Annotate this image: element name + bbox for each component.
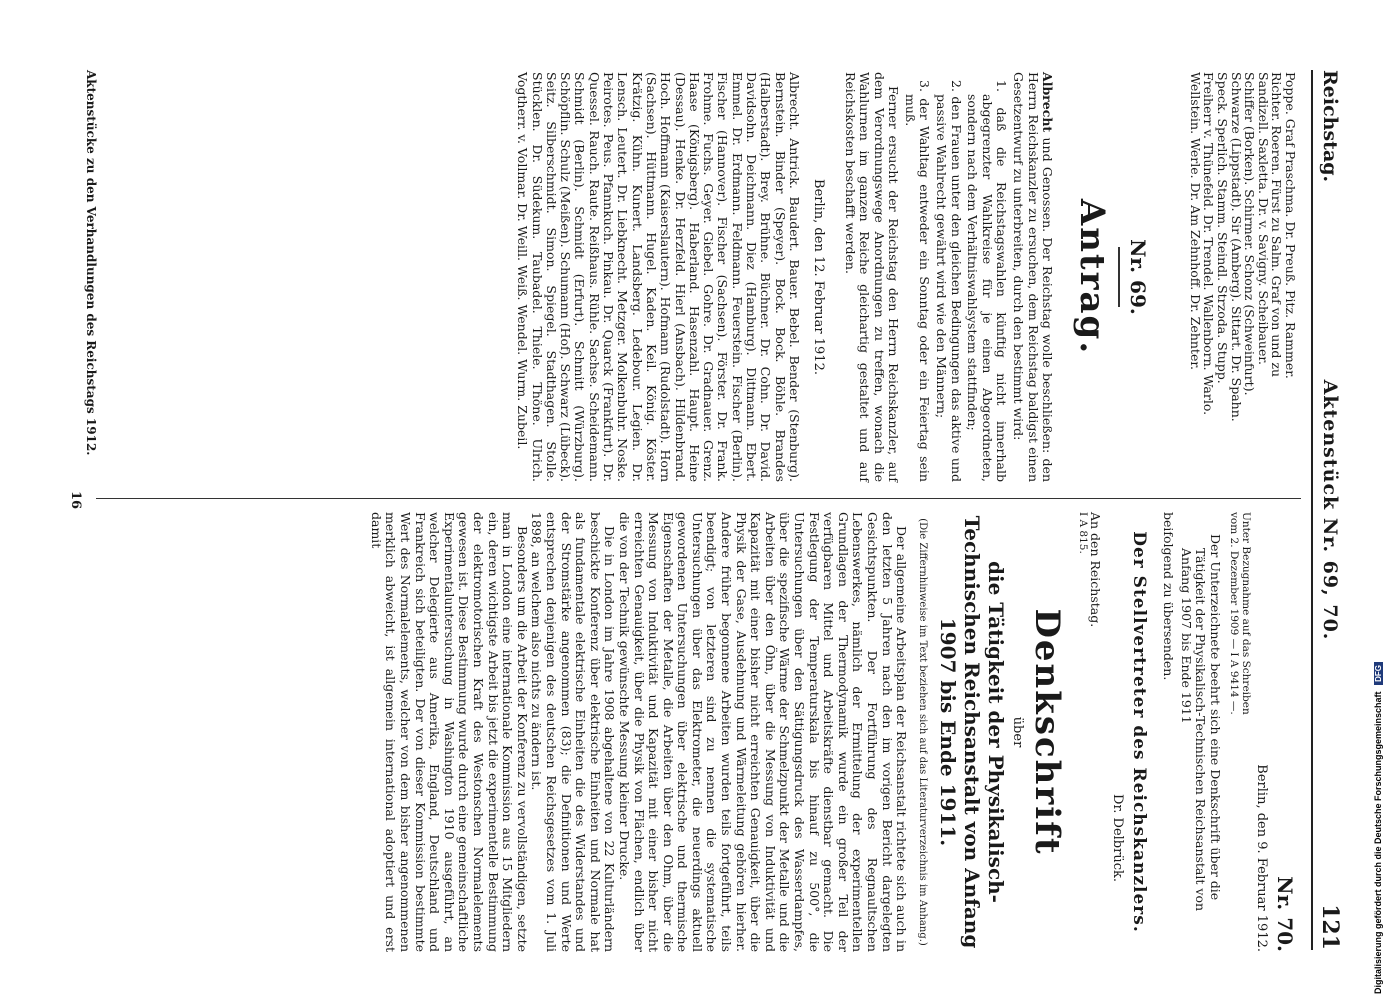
motion-item: 3. der Wahltag entweder ein Sonntag oder ein Feiertag sein muß.	[902, 80, 933, 482]
header-left: Reichstag.	[1319, 70, 1341, 183]
left-column	[515, 72, 1301, 482]
document-number: Nr. 69.	[1126, 239, 1151, 315]
signatory-line: Wellstein. Werle. Dr. Am Zehnhoff. Dr. Zehnter.	[1187, 72, 1203, 370]
letter-sender: Der Stellvertreter des Reichskanzlers.	[1129, 531, 1150, 933]
letter-signer: Dr. Delbrück.	[1110, 794, 1126, 882]
right-column	[368, 512, 1301, 952]
credit-text: Digitalisierung gefördert durch die Deutsche Forschungsgemeinschaft	[1373, 691, 1383, 994]
memorandum-subtitle: die Tätigkeit der Physikalisch-Technischen Reichsanstalt von Anfang 1907 bis Ende 1911.	[936, 515, 1009, 949]
motion-date: Berlin, den 12. Februar 1912.	[810, 179, 826, 375]
footer-source: Aktenstücke zu den Verhandlungen des Reichstags 1912.	[84, 70, 98, 456]
memorandum-paragraph: Besonders um die Arbeit der Konferenz zu vervollständigen, setzte man in London eine internationale Kommission aus 15 Mitgliedern ein, deren wichtigste Arbeit bis jetzt die experimentelle Bestimmung der elektromotorischen Kraft des Westonschen Normalelements gewesen ist. Diese Bestimmung wurde durch eine gemeinschaftliche Experimentaluntersuchung in Washington 1910 ausgeführt, an welcher Delegierte aus Amerika, England, Deutschland und Frankreich sich beteiligten. Der von dieser Kommission bestimmte Wert des Normalelements, welcher von dem bisher angenommenen merklich abweicht, ist allgemein international adoptiert und erst damit	[368, 512, 530, 952]
letter-addressee	[1077, 512, 1102, 952]
header-title: Aktenstück Nr. 69, 70.	[1319, 379, 1341, 641]
motion-lead-name: Albrecht	[1040, 72, 1056, 133]
motion-intro-text: und Genossen. Der Reichstag wolle beschließen: den Herrn Reichskanzler zu ersuchen, dem Reichstag baldigst einen Gesetzentwurf zu unterbreiten, durch den bestimmt wird:	[1011, 72, 1056, 482]
signatories-bottom: Albrecht. Antrick. Baudert. Bauer. Bebel. Bender (Stenburg). Bernstein. Binder (Speyer). Bock. Bock. Böhle. Brandes (Halberstadt). Brey. Brühne. Büchner. Dr. Cohn. Dr. David. Davidsohn. Deichmann. Diez (Hamburg). Dittmann. Ebert. Emmel. Dr. Erdmann. Feldmann. Feuerstein. Fischer (Berlin). Fischer (Hannover). Fischer (Sachsen). Förster. Dr. Frank. Frohme. Fuchs. Geyer. Giebel. Gohre. Dr. Gradnauer. Grenz. Haase (Königsberg). Haberland. Hasenzahl. Haupt. Heine (Dessau). Henke. Dr. Herzfeld. Hierl (Ansbach). Hildenbrand. Hoch. Hoffmann (Kaiserslautern). Hofmann (Rudolstadt). Horn (Sachsen). Hüttmann. Hugel. Kaden. Keil. König. Köster. Krätzig. Kühn. Kunert. Landsberg. Ledebour. Legien. Dr. Lensch. Leutert. Dr. Liebknecht. Metzger. Molkenbuhr. Noske. Peirotes. Peus. Pfannkuch. Pinkau. Dr. Quarck (Frankfurt). Dr. Quessel. Rauch. Raute. Reißhaus. Rühle. Sachse. Scheidemann. Schmidt (Berlin). Schmidt (Erfurt). Schmitt (Würzburg). Schöpflin. Schulz (Meißen). Schumann (Hof). Schwarz (Lübeck). Seitz. Silberschmidt. Simon. Spiegel. Stadthagen. Stolle. Stücklen. Dr. Südekum. Taubadel. Thiele. Thöne. Ulrich. Vogtherr. v. Vollmar. Dr. Weill. Weiß. Wendel. Wurm. Zubeil.	[515, 72, 802, 482]
page-number: 121	[1317, 904, 1343, 950]
memorandum-ueber: über	[1010, 716, 1026, 748]
digitization-credit	[1372, 0, 1383, 1000]
document-number-70: Nr. 70.	[1273, 876, 1297, 952]
motion-item: 1. daß die Reichstagswahlen künftig nicht innerhalb abgegrenzter Wahlkreise für je einen Abgeordneten, sondern nach dem Verhältniswahlsystem stattfinden;	[965, 80, 1010, 482]
memorandum-note: (Die Ziffernhinweise im Text beziehen sich auf das Literaturverzeichnis im Anhang.)	[917, 518, 929, 946]
addressee-name: An den Reichstag.	[1088, 512, 1104, 628]
page-header	[1311, 70, 1343, 950]
motion-further: Ferner ersucht der Reichstag den Herrn Reichskanzler, auf dem Verordnungswege Anordnungen zu treffen, wonach die Wahlurnen im ganzen Reiche gleichartig gestaltet und auf Reichskosten beschafft werden.	[842, 72, 902, 482]
signatory-line: Schwarze (Lippstadt). Sir (Amberg). Sittart. Dr. Spahn.	[1228, 72, 1244, 422]
memorandum-title: Denkschrift	[1027, 608, 1068, 856]
motion-item: 2. den Frauen unter den gleichen Bedingungen das aktive und passive Wahlrecht gewährt wird wie den Männern;	[934, 80, 964, 482]
letter-transmit: beifolgend zu übersenden.	[1161, 512, 1177, 681]
signatory-line: Freiherr v. Thünefeld. Dr. Trendel. Wallenborn. Warlo.	[1201, 72, 1217, 416]
file-number: I A 815.	[1077, 512, 1090, 554]
motion-intro	[1010, 72, 1054, 482]
letter-intro: Der Unterzeichnete beehrt sich eine Denkschrift über die Tätigkeit der Physikalisch-Technischen Reichsanstalt von Anfang 1907 bis Ende 1911	[1178, 534, 1223, 912]
divider	[1118, 247, 1120, 307]
signatories-top	[1188, 72, 1297, 482]
signatory-line: Speck. Sperlich. Stamm. Steindl. Strzoda. Stupp.	[1215, 72, 1231, 384]
memorandum-paragraph: Der allgemeine Arbeitsplan der Reichsanstalt richtete sich auch in den letzten 5 Jahren nach den im vorigen Bericht dargelegten Gesichtspunkten. Der Fortführung des Regnaultschen Lebenswerkes, nämlich der Ermittelung der experimentellen Grundlagen der Thermodynamik wurde ein großer Teil der verfügbaren Mittel und Arbeitskräfte dienstbar gemacht. Die Festlegung der Temperaturskala bis hinauf zu 500°, die Untersuchungen über den Sättigungsdruck des Wasserdampfes, über die spezifische Wärme der Schmelzpunkt der Metalle und die Arbeiten über den Öhn, über die Messung von Induktivität und Kapazität mit einer bisher nicht erreichten Genauigkeit, über die Physik der Gase, Ausdehnung und Wärmeleitung gehören hierher. Andere früher begonnene Arbeiten wurden teils fortgeführt, teils beendigt; von letzteren sind zu nennen die systematische Untersuchungen über das Elektrometer, die neuerdings aktuell gewordenen Untersuchungen über elektrische und thermische Eigenschaften der Metalle, die Arbeiten über den Ohm, über die Messung von Induktivität und Kapazität mit einer bisher nicht erreichten Genauigkeit, über die Physik von Flächen, endlich über die von der Technik gewünschte Messung kleiner Drucke.	[616, 512, 910, 952]
column-divider	[96, 498, 1301, 499]
footer-page-number: 16	[68, 490, 83, 510]
dfg-logo-icon: DFG	[1374, 662, 1383, 685]
letter-date: Berlin, den 9. Februar 1912.	[1254, 764, 1269, 952]
document-title: Antrag.	[1072, 198, 1113, 356]
signatory-line: Richter. Roeren. Fürst zu Salm. Graf von und zu	[1269, 72, 1285, 378]
signatory-line: Poppe. Graf Praschma. Dr. Preuß. Pitz. Rammer.	[1283, 72, 1298, 379]
signatory-line: Sandizell. Saxlettа. Dr. v. Savigny. Scheibauer.	[1255, 72, 1271, 365]
reference-note: Unter Bezugnahme auf das Schreiben vom 2. Dezember 1909 — I A 9414 —.	[1228, 512, 1252, 715]
signatory-line: Schiffer (Borken). Schirmer. Schonz (Schweinfurt).	[1242, 72, 1258, 396]
memorandum-paragraph: Die in London im Jahre 1908 abgehaltene von 22 Kulturländern beschickte Konferenz über elektrische Einheiten und Normale hat als fundamentale elektrische Einheiten die des Widerstandes und der Stromstärke angenommen (83); die Definitionen und Werte entsprechen denjenigen des deutschen Reichsgesetzes vom 1. Juli 1898, an welchem also nichts zu ändern ist.	[529, 512, 618, 952]
